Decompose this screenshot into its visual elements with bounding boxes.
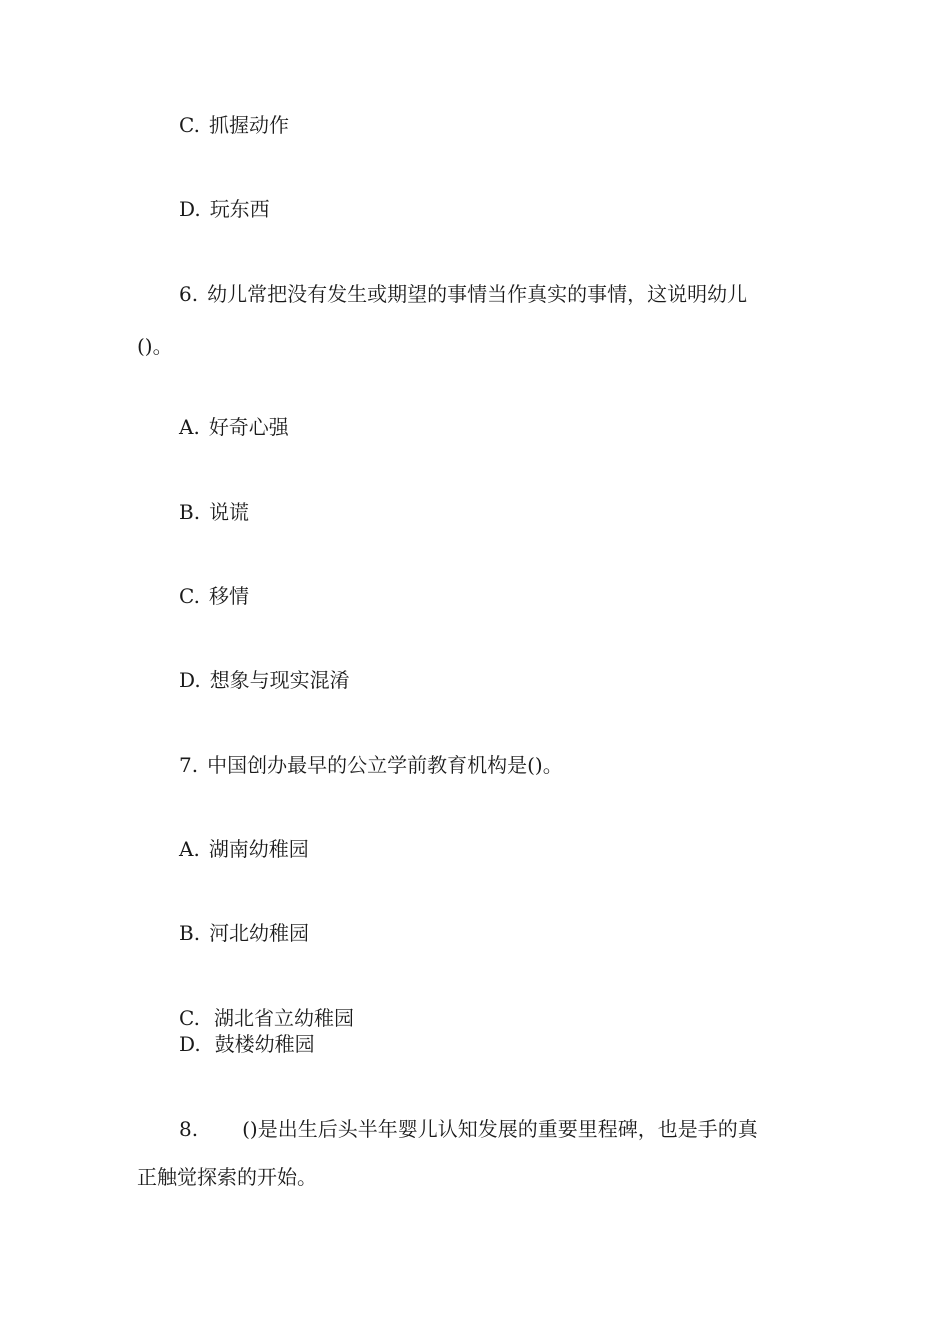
question-stem: ()是出生后头半年婴儿认知发展的重要里程碑，也是手的真 <box>242 1117 758 1141</box>
q8-stem-line2 <box>137 1165 317 1189</box>
q6-option-c <box>179 584 249 608</box>
q7-option-b <box>179 921 309 945</box>
option-label: B. <box>179 921 201 945</box>
question-number: 6. <box>179 282 199 306</box>
question-stem: 幼儿常把没有发生或期望的事情当作真实的事情，这说明幼儿 <box>207 282 748 306</box>
question-stem-continued: 正触觉探索的开始。 <box>137 1165 317 1189</box>
q5-option-d <box>179 197 270 221</box>
question-stem: 中国创办最早的公立学前教育机构是()。 <box>207 753 563 777</box>
option-label: C. <box>179 1006 200 1030</box>
option-label: C. <box>179 113 200 137</box>
q6-stem-line2 <box>137 334 173 358</box>
q5-option-c <box>179 113 289 137</box>
q6-option-d <box>179 668 350 692</box>
option-text: 想象与现实混淆 <box>209 668 350 692</box>
q7-option-d <box>179 1032 315 1056</box>
question-stem-continued: ()。 <box>137 334 173 358</box>
option-label: A. <box>179 837 200 861</box>
q6-option-b <box>179 500 249 524</box>
q6-option-a <box>179 415 289 439</box>
option-label: C. <box>179 584 200 608</box>
option-text: 鼓楼幼稚园 <box>214 1032 315 1056</box>
option-text: 湖南幼稚园 <box>208 837 309 861</box>
option-text: 玩东西 <box>209 197 270 221</box>
q8-stem-line1 <box>179 1117 758 1141</box>
option-text: 抓握动作 <box>208 113 289 137</box>
option-label: A. <box>179 415 200 439</box>
option-text: 说谎 <box>209 500 250 524</box>
option-label: D. <box>179 668 201 692</box>
question-number: 7. <box>179 753 199 777</box>
option-text: 河北幼稚园 <box>209 921 310 945</box>
option-label: D. <box>179 197 201 221</box>
option-label: D. <box>179 1032 201 1056</box>
q7-stem <box>179 753 563 777</box>
q7-option-a <box>179 837 309 861</box>
question-number: 8. <box>179 1117 199 1141</box>
option-text: 移情 <box>208 584 249 608</box>
option-label: B. <box>179 500 201 524</box>
option-text: 湖北省立幼稚园 <box>213 1006 354 1030</box>
option-text: 好奇心强 <box>208 415 289 439</box>
q6-stem-line1 <box>179 282 747 306</box>
q7-option-c <box>179 1006 354 1030</box>
